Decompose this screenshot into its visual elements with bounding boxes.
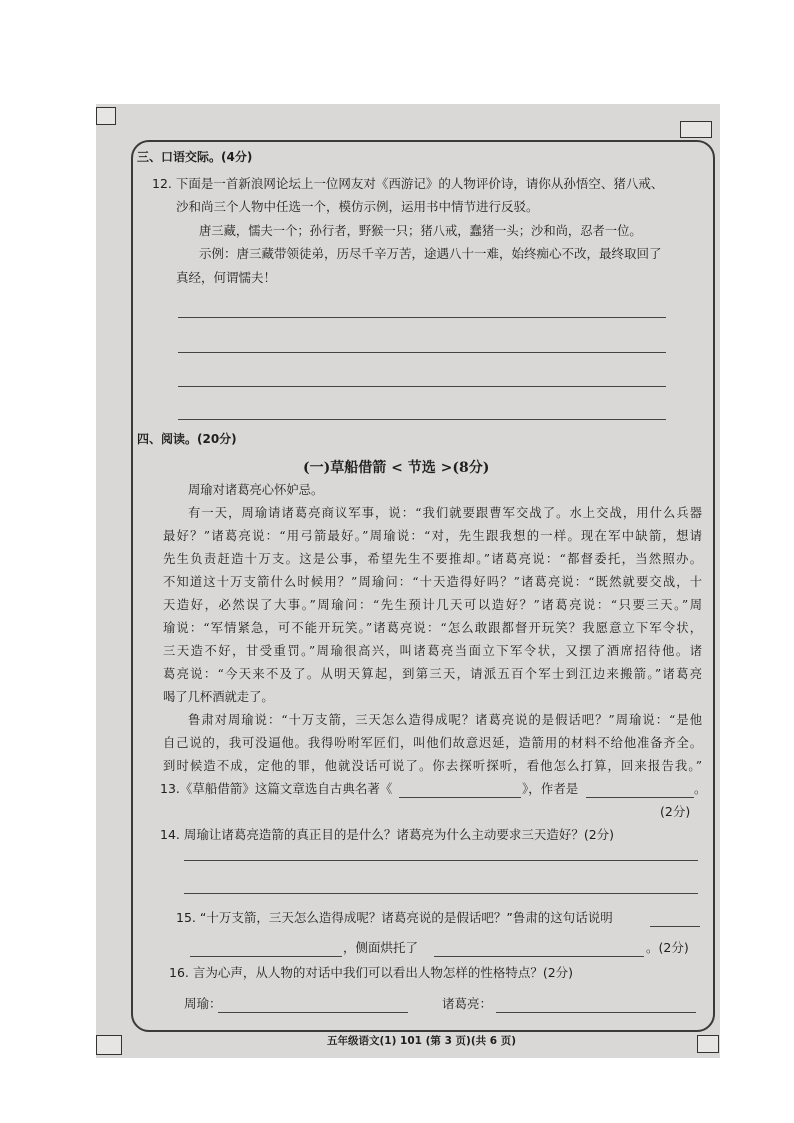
passage-line: 葛亮说：“今天来不及了。从明天算起，到第三天，请派五百个军士到江边来搬箭。”诸葛亮 [163, 667, 702, 681]
q15-text: 15. “十万支箭，三天怎么造得成呢？诸葛亮说的是假话吧？”鲁肃的这句话说明 [176, 910, 613, 925]
q12-line-2: 沙和尚三个人物中任选一个，模仿示例，运用书中情节进行反驳。 [176, 199, 539, 214]
section-4-heading: 四、阅读。(20分) [137, 432, 237, 446]
q13-mid: 》，作者是 [522, 781, 579, 796]
q14-answer-line-2[interactable] [184, 893, 698, 894]
q12-example-line-2: 真经，何谓懦夫！ [176, 270, 277, 285]
q12-example-line-1: 示例：唐三藏带领徒弟，历尽千辛万苦，途遇八十一难，始终痴心不改，最终取回了 [199, 246, 662, 261]
passage-line: 最好？”诸葛亮说：“用弓箭最好。”周瑜说：“对，先生跟我想的一样。现在军中缺箭，想请 [163, 529, 702, 543]
passage-line: 自己说的，我可没逼他。我得吩咐军匠们，叫他们故意迟延，造箭用的材料不给他准备齐全。 [163, 736, 702, 750]
passage-line: 先生负责赶造十万支。这是公事，希望先生不要推却。”诸葛亮说：“都督委托，当然照办。 [163, 552, 702, 566]
corner-mark-bottom-left [96, 1035, 122, 1055]
q15-mid: ，侧面烘托了 [343, 940, 419, 955]
q12-answer-line-3[interactable] [178, 386, 666, 387]
passage-line: 喝了几杯酒就走了。 [163, 690, 274, 704]
q12-answer-line-4[interactable] [178, 419, 666, 420]
q12-answer-line-1[interactable] [178, 317, 666, 318]
passage-line: 不知道这十万支箭什么时候用？”周瑜问：“十天造得好吗？”诸葛亮说：“既然就要交战，十 [163, 575, 702, 589]
q16-label-zhouyu: 周瑜： [184, 996, 222, 1011]
passage-line: 到时候造不成，定他的罪，他就没话可说了。你去探听探听，看他怎么打算，回来报告我。” [163, 759, 702, 773]
page-footer: 五年级语文(1) 101 (第 3 页)(共 6 页) [327, 1035, 517, 1047]
section-3-heading: 三、口语交际。(4分) [137, 150, 253, 164]
q13-score: (2分) [660, 804, 691, 819]
q13-prefix: 13.《草船借箭》这篇文章选自古典名著《 [160, 781, 393, 796]
passage-title: (一)草船借箭 < 节选 >(8分) [303, 460, 490, 476]
corner-mark-top-left [96, 107, 116, 125]
passage-line: 天造好，必然误了大事。”周瑜问：“先生预计几天可以造好？”诸葛亮说：“只要三天。”周 [163, 598, 702, 612]
q14-text: 14. 周瑜让诸葛亮造箭的真正目的是什么？诸葛亮为什么主动要求三天造好？(2分) [160, 827, 615, 842]
q16-label-zhugeliang: 诸葛亮： [442, 996, 493, 1011]
passage-line: 鲁肃对周瑜说：“十万支箭，三天怎么造得成呢？诸葛亮说的是假话吧？”周瑜说：“是他 [188, 713, 702, 727]
q15-blank-1[interactable] [650, 926, 700, 927]
q14-answer-line-1[interactable] [184, 860, 698, 861]
q12-answer-line-2[interactable] [178, 352, 666, 353]
q16-zhouyu-blank[interactable] [218, 1012, 408, 1013]
passage-line: 三天造不好，甘受重罚。”周瑜很高兴，叫诸葛亮当面立下军令状，又摆了酒席招待他。诸 [163, 644, 702, 658]
q16-zhugeliang-blank[interactable] [496, 1012, 696, 1013]
q13-book-blank[interactable] [399, 797, 521, 798]
q13-author-blank[interactable] [586, 797, 694, 798]
q15-blank-2[interactable] [190, 956, 342, 957]
corner-mark-bottom-right [697, 1035, 719, 1053]
q12-poem: 唐三藏，懦夫一个；孙行者，野猴一只；猪八戒，蠢猪一头；沙和尚，忍者一位。 [199, 224, 642, 238]
q13-end: 。 [694, 781, 707, 796]
corner-mark-top-right [680, 121, 712, 138]
q15-blank-3[interactable] [434, 956, 644, 957]
q15-end: 。(2分) [646, 940, 689, 955]
q12-line-1: 12. 下面是一首新浪网论坛上一位网友对《西游记》的人物评价诗，请你从孙悟空、猪八戒、 [152, 176, 664, 191]
passage-line: 有一天，周瑜请诸葛亮商议军事，说：“我们就要跟曹军交战了。水上交战，用什么兵器 [188, 506, 702, 520]
passage-line: 周瑜对诸葛亮心怀妒忌。 [188, 483, 324, 497]
q16-text: 16. 言为心声，从人物的对话中我们可以看出人物怎样的性格特点？(2分) [169, 965, 574, 980]
passage-line: 瑜说：“军情紧急，可不能开玩笑。”诸葛亮说：“怎么敢跟都督开玩笑？我愿意立下军令状， [163, 621, 702, 635]
